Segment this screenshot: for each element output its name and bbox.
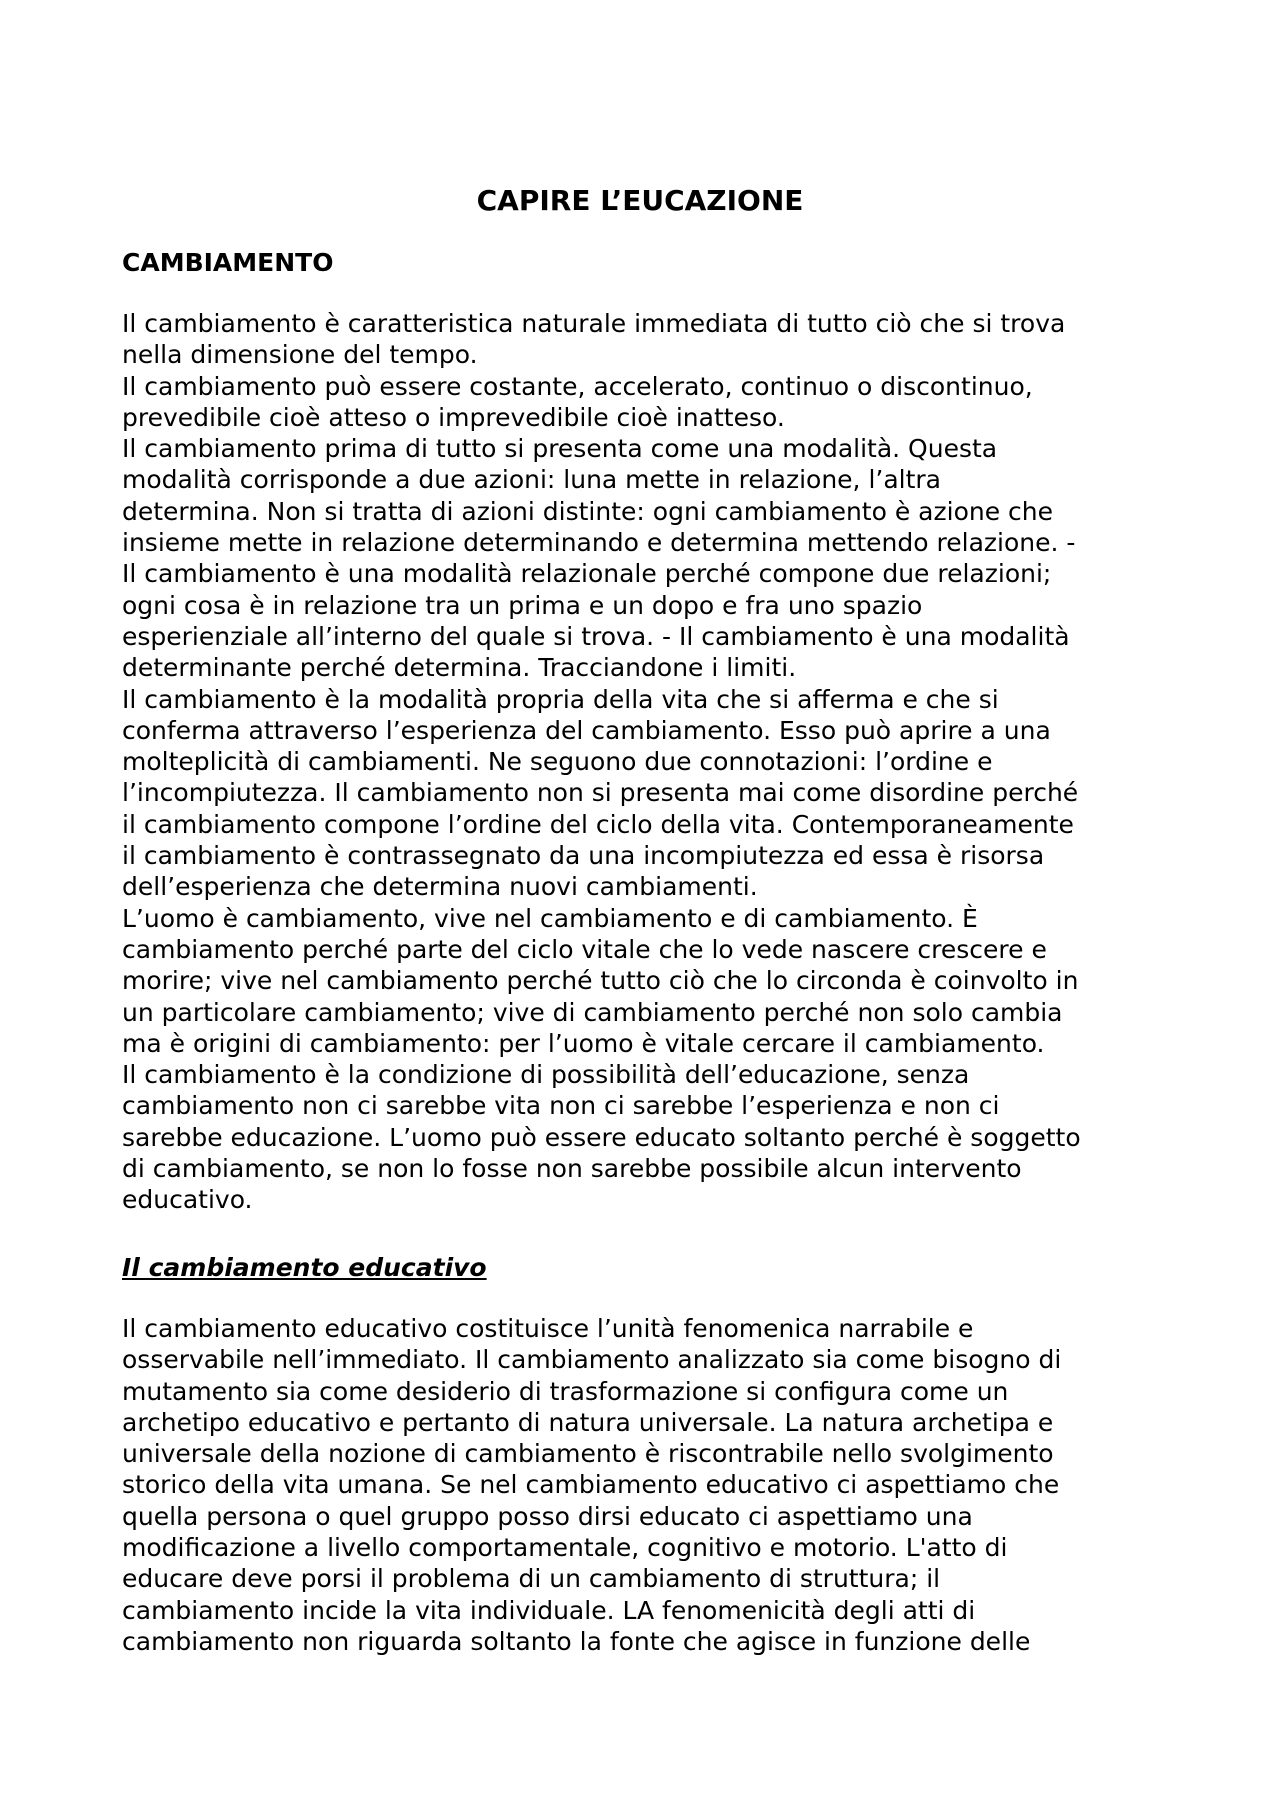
body-line: cambiamento non ci sarebbe vita non ci sarebbe l’esperienza e non ci xyxy=(122,1091,1000,1121)
body-line: conferma attraverso l’esperienza del cambiamento. Esso può aprire a una xyxy=(122,715,1051,745)
body-line: mutamento sia come desiderio di trasformazione si configura come un xyxy=(122,1376,1009,1406)
body-line: Il cambiamento può essere costante, accelerato, continuo o discontinuo, xyxy=(122,371,1033,401)
body-line: modalità corrisponde a due azioni: luna mette in relazione, l’altra xyxy=(122,465,942,495)
body-line: Il cambiamento è una modalità relazionale perché compone due relazioni; xyxy=(122,559,1052,589)
body-line: dell’esperienza che determina nuovi cambiamenti. xyxy=(122,872,758,902)
body-line: osservabile nell’immediato. Il cambiamento analizzato sia come bisogno di xyxy=(122,1345,1062,1375)
body-line: Il cambiamento è caratteristica naturale immediata di tutto ciò che si trova xyxy=(122,309,1066,338)
body-line: esperienziale all’interno del quale si trova. - Il cambiamento è una modalità xyxy=(122,621,1070,651)
body-line: di cambiamento, se non lo fosse non sarebbe possibile alcun intervento xyxy=(122,1154,1022,1184)
body-line: ogni cosa è in relazione tra un prima e un dopo e fra uno spazio xyxy=(122,590,923,620)
body-line: Il cambiamento è la modalità propria della vita che si afferma e che si xyxy=(122,684,999,714)
body-line: storico della vita umana. Se nel cambiamento educativo ci aspettiamo che xyxy=(122,1470,1060,1500)
body-line: il cambiamento compone l’ordine del ciclo della vita. Contemporaneamente xyxy=(122,809,1074,839)
body-line: determinante perché determina. Tracciandone i limiti. xyxy=(122,653,797,683)
section-heading: CAMBIAMENTO xyxy=(122,248,334,277)
body-line: educativo. xyxy=(122,1185,253,1215)
section-body xyxy=(122,308,1182,1216)
body-line: sarebbe educazione. L’uomo può essere educato soltanto perché è soggetto xyxy=(122,1122,1081,1152)
document-title: CAPIRE L’EUCAZIONE xyxy=(476,184,804,217)
body-line: morire; vive nel cambiamento perché tutto ciò che lo circonda è coinvolto in xyxy=(122,966,1079,996)
body-line: universale della nozione di cambiamento è riscontrabile nello svolgimento xyxy=(122,1439,1054,1469)
subsection-heading: Il cambiamento educativo xyxy=(122,1253,487,1282)
subsection-body xyxy=(122,1313,1182,1657)
body-line: determina. Non si tratta di azioni distinte: ogni cambiamento è azione che xyxy=(122,496,1054,526)
body-line: Il cambiamento educativo costituisce l’unità fenomenica narrabile e xyxy=(122,1314,974,1343)
body-line: ma è origini di cambiamento: per l’uomo è vitale cercare il cambiamento. xyxy=(122,1028,1045,1058)
body-line: modificazione a livello comportamentale, cognitivo e motorio. L'atto di xyxy=(122,1533,1008,1563)
body-line: insieme mette in relazione determinando e determina mettendo relazione. - xyxy=(122,528,1076,558)
body-line: Il cambiamento è la condizione di possibilità dell’educazione, senza xyxy=(122,1060,970,1090)
body-line: molteplicità di cambiamenti. Ne seguono due connotazioni: l’ordine e xyxy=(122,747,993,777)
body-line: Il cambiamento prima di tutto si presenta come una modalità. Questa xyxy=(122,434,998,464)
body-line: cambiamento perché parte del ciclo vitale che lo vede nascere crescere e xyxy=(122,934,1047,964)
body-line: quella persona o quel gruppo posso dirsi educato ci aspettiamo una xyxy=(122,1501,973,1531)
body-line: cambiamento incide la vita individuale. LA fenomenicità degli atti di xyxy=(122,1595,976,1625)
body-line: nella dimensione del tempo. xyxy=(122,340,478,370)
body-line: l’incompiutezza. Il cambiamento non si presenta mai come disordine perché xyxy=(122,778,1079,808)
body-line: archetipo educativo e pertanto di natura universale. La natura archetipa e xyxy=(122,1407,1054,1437)
body-line: un particolare cambiamento; vive di cambiamento perché non solo cambia xyxy=(122,997,1063,1027)
body-line: L’uomo è cambiamento, vive nel cambiamento e di cambiamento. È xyxy=(122,903,978,933)
body-line: il cambiamento è contrassegnato da una incompiutezza ed essa è risorsa xyxy=(122,841,1045,871)
body-line: cambiamento non riguarda soltanto la fonte che agisce in funzione delle xyxy=(122,1626,1031,1656)
body-line: prevedibile cioè atteso o imprevedibile cioè inatteso. xyxy=(122,402,785,432)
body-line: educare deve porsi il problema di un cambiamento di struttura; il xyxy=(122,1564,941,1594)
